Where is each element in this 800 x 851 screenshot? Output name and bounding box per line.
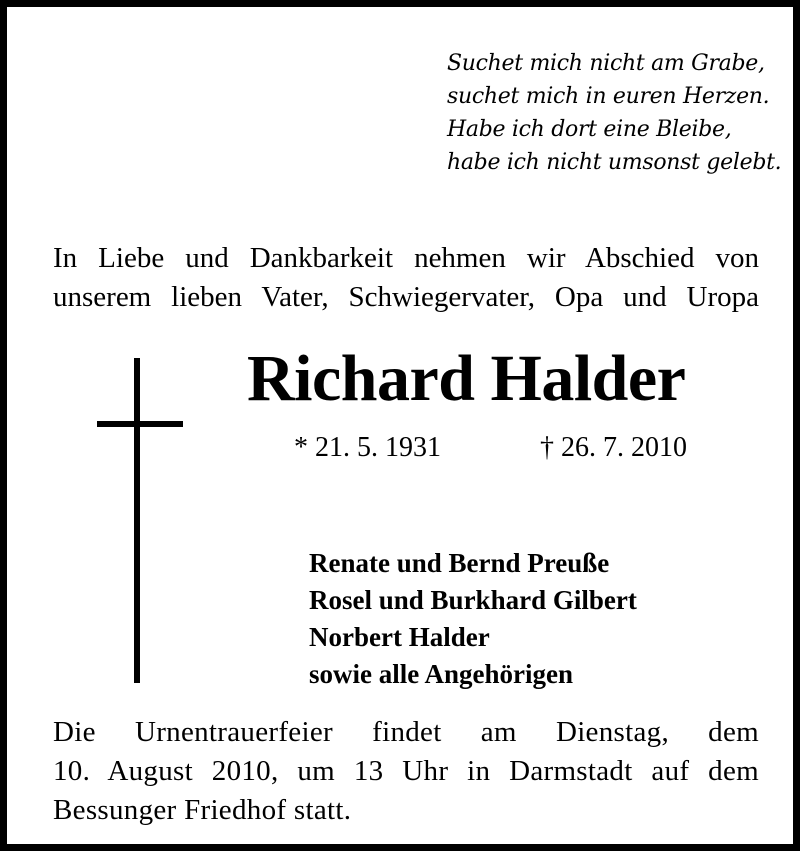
- mourner-entry: Rosel und Burkhard Gilbert: [309, 585, 637, 615]
- mourners-list: [309, 545, 637, 693]
- poem-line: habe ich nicht umsonst gelebt.: [447, 150, 782, 175]
- ceremony-info: [53, 713, 759, 830]
- mourner-entry: Renate und Bernd Preuße: [309, 548, 610, 578]
- poem-line: suchet mich in euren Herzen.: [447, 84, 770, 109]
- ceremony-line: 10. August 2010, um 13 Uhr in Darmstadt auf dem: [53, 755, 759, 787]
- death-date: † 26. 7. 2010: [540, 432, 687, 463]
- cross-icon-horizontal-bar: [97, 421, 183, 427]
- intro-line: unserem lieben Vater, Schwiegervater, Opa und Uropa: [53, 281, 759, 313]
- birth-date: * 21. 5. 1931: [294, 432, 441, 463]
- cross-icon-vertical-bar: [134, 358, 140, 683]
- poem-line: Suchet mich nicht am Grabe,: [447, 51, 765, 76]
- ceremony-line: Die Urnentrauerfeier findet am Dienstag, dem: [53, 716, 759, 748]
- poem-line: Habe ich dort eine Bleibe,: [447, 117, 732, 142]
- ceremony-line: Bessunger Friedhof statt.: [53, 794, 352, 826]
- intro-line: In Liebe und Dankbarkeit nehmen wir Abschied von: [53, 242, 759, 274]
- memorial-poem: [447, 47, 781, 179]
- mourner-entry: sowie alle Angehörigen: [309, 659, 573, 689]
- mourner-entry: Norbert Halder: [309, 622, 490, 652]
- deceased-name: Richard Halder: [247, 342, 686, 415]
- farewell-intro: [53, 239, 759, 317]
